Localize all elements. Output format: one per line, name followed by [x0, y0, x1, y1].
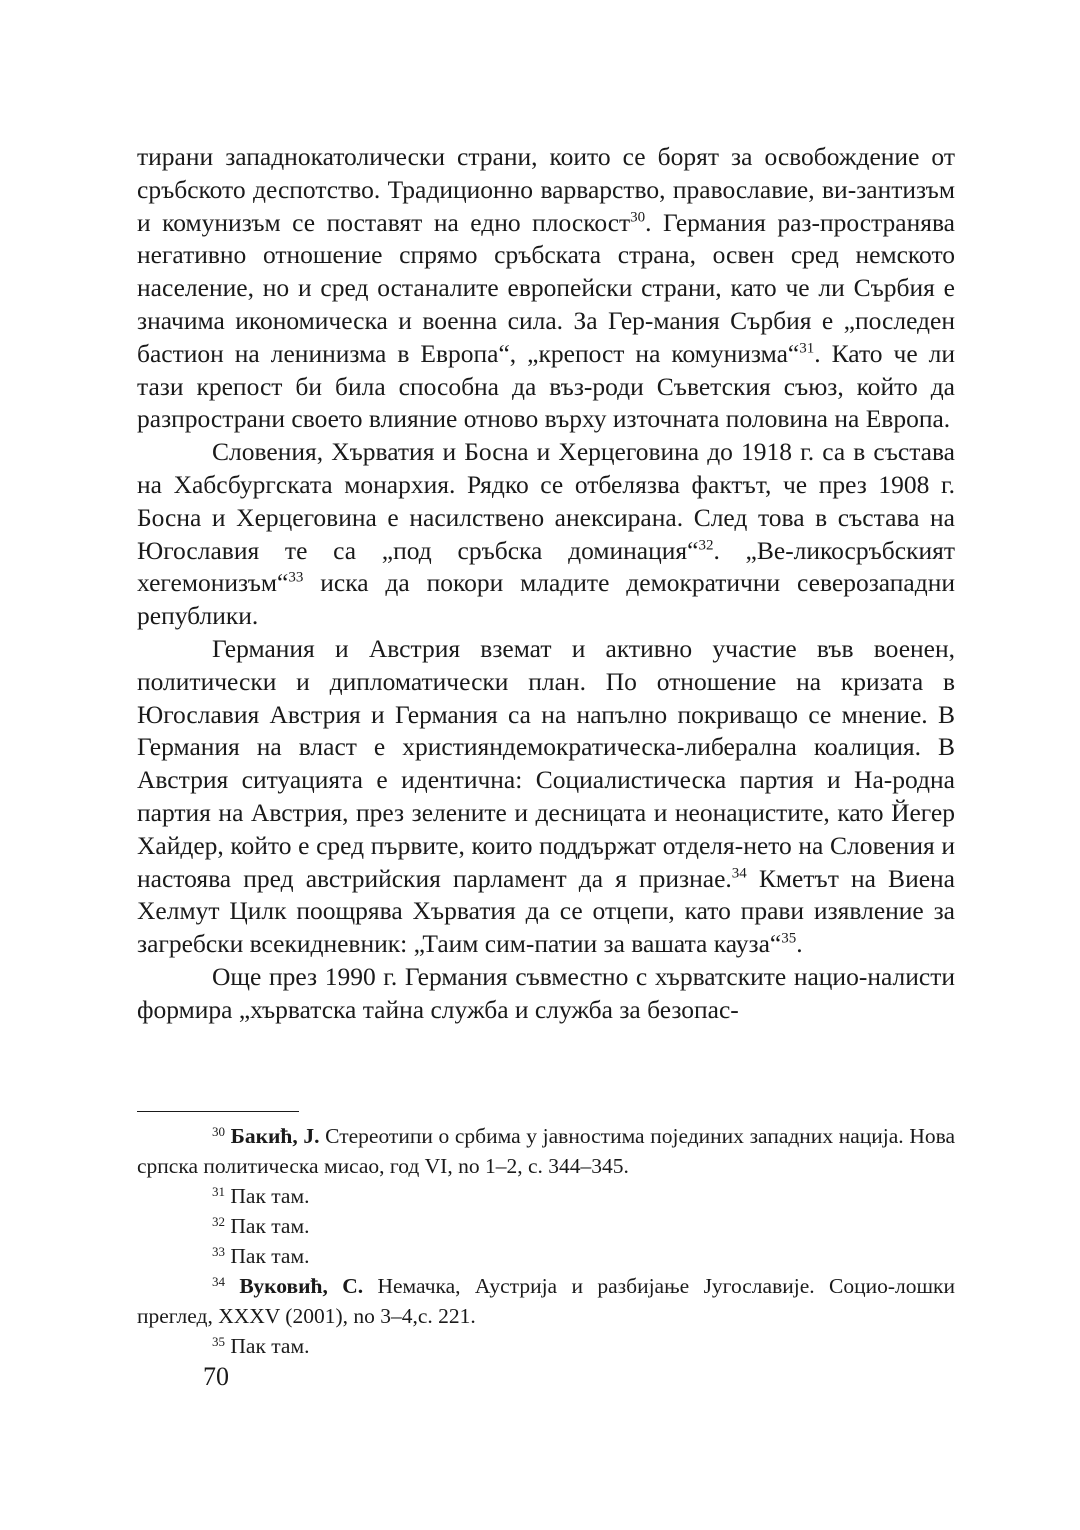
footnote-35: [137, 1331, 955, 1361]
footnote-31: [137, 1181, 955, 1211]
footnote-text: Пак там.: [230, 1334, 310, 1358]
footnote-text: Пак там.: [230, 1244, 310, 1268]
paragraph-4: [137, 961, 955, 1027]
footnotes: [137, 1121, 955, 1361]
paragraph-2: [137, 436, 955, 633]
paragraph-1-text-c: . Като че ли тази крепост би била способна да въз-роди Съветския съюз, който да разпространи своето влияние отново върху източната половина на Европа.: [137, 338, 956, 434]
footnote-34: [137, 1271, 955, 1331]
footnote-number: 33: [212, 1243, 225, 1259]
paragraph-2-text-b: . „Ве-ликосръбският хегемонизъм“: [137, 535, 955, 598]
paragraph-4-text-a: Още през 1990 г. Германия съвместно с хърватските нацио-налисти формира „хърватска тайна служба и служба за безопас-: [137, 961, 955, 1024]
footnote-author: Бакић, Ј.: [230, 1124, 320, 1148]
paragraph-2-text-c: иска да покори младите демократични северозападни републики.: [137, 568, 955, 631]
footnote-ref-35: 35: [781, 930, 797, 947]
paragraph-3: [137, 633, 955, 961]
footnote-text: Стереотипи о србима у јавностима појединих западних нација. Нова српска политическа мисао, год VI, no 1–2, с. 344–345.: [137, 1124, 956, 1178]
footnote-ref-34: 34: [731, 864, 747, 881]
footnote-ref-32: 32: [698, 536, 714, 553]
paragraph-3-text-c: .: [796, 929, 803, 959]
footnote-32: [137, 1211, 955, 1241]
footnote-text: Пак там.: [230, 1184, 310, 1208]
paragraph-3-text-b: Кметът на Виена Хелмут Цилк поощрява Хърватия да се отцепи, като прави изявление за загребски всекидневник: „Таим сим-патии за вашата кауза“: [137, 863, 955, 959]
paragraph-3-text-a: Германия и Австрия вземат и активно участие във военен, политически и дипломатически план. По отношение на кризата в Югославия Австрия и Германия са на напълно покриващо се мнение. В Германия на власт е християндемократическа-либерална коалиция. В Австрия ситуацията е идентична: Социалистическа партия и На-родна партия на Австрия, през зелените и десницата и неонацистите, като Йегер Хайдер, който е сред първите, които поддържат отделя-нето на Словения и настоява пред австрийския парламент да я признае.: [137, 633, 955, 893]
footnote-number: 31: [212, 1183, 225, 1199]
paragraph-1-text-b: . Германия раз-пространява негативно отношение спрямо сръбската страна, освен сред немското население, но и сред останалите европейски страни, като че ли Сърбия е значима икономическа и военна сила. За Гер-мания Сърбия е „последен бастион на ленинизма в Европа“, „крепост на комунизма“: [137, 207, 955, 368]
paragraph-2-text-a: Словения, Хърватия и Босна и Херцеговина до 1918 г. са в състава на Хабсбургската монархия. Рядко се отбелязва фактът, че през 1908 г. Босна и Херцеговина е насилствено анексирана. След това в състава на Югославия те са „под сръбска доминация“: [137, 437, 955, 565]
paragraph-1: [137, 141, 955, 436]
footnote-number: 30: [212, 1123, 225, 1139]
page-number: 70: [203, 1362, 229, 1391]
footnote-text: Пак там.: [230, 1214, 310, 1238]
footnote-author: Вуковић, С.: [239, 1274, 364, 1298]
footnote-ref-30: 30: [630, 208, 646, 225]
footnote-30: [137, 1121, 955, 1181]
footnote-divider: [137, 1111, 299, 1112]
footnote-number: 34: [212, 1273, 225, 1289]
footnote-ref-31: 31: [799, 340, 815, 357]
paragraph-1-text-a: тирани западнокатолически страни, които се борят за освобождение от сръбското деспотство. Традиционно варварство, православие, ви-зантизъм и комунизъм се поставят на едно плоскост: [137, 142, 955, 237]
footnote-number: 35: [212, 1333, 225, 1349]
footnote-text: Немачка, Аустрија и разбијање Југославије. Социо-лошки преглед, XXXV (2001), no 3–4,с. 221.: [137, 1274, 955, 1328]
footnote-number: 32: [212, 1213, 225, 1229]
footnote-33: [137, 1241, 955, 1271]
main-text: [137, 141, 955, 1027]
footnote-ref-33: 33: [288, 569, 304, 586]
